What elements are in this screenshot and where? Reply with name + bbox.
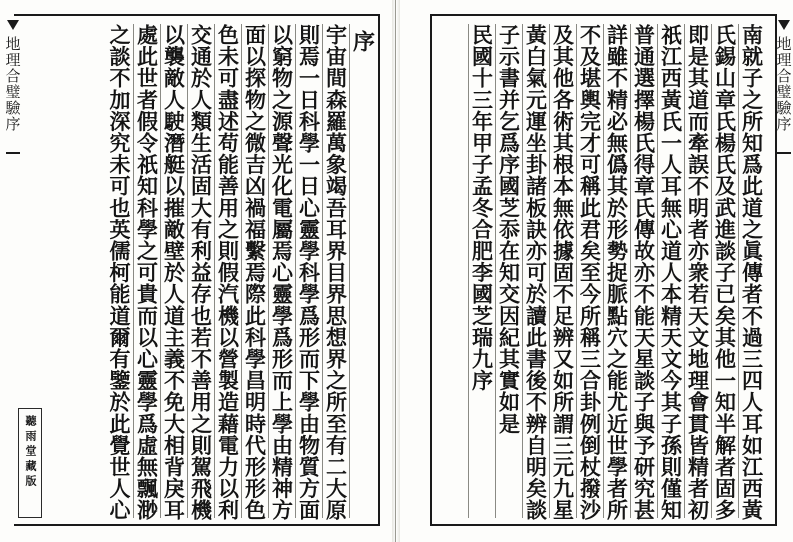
text-column	[738, 24, 765, 521]
column-text: 子示書并乞爲序國芝忝在知交因紀其實如是	[496, 24, 522, 435]
left-page	[0, 0, 392, 542]
column-text: 色未可盡述苟能善用之則假汽機以營製造藉電力以利	[215, 24, 241, 521]
text-column	[603, 24, 630, 521]
column-text: 及其他各術其根本無依據固不足辨又如所謂三元九星	[550, 24, 576, 521]
text-column	[630, 24, 657, 521]
left-page-frame	[3, 14, 380, 526]
publisher-stamp	[18, 408, 42, 518]
column-text: 處此世者假令祇知科學之可貴而以心靈學爲虛無飄渺	[134, 24, 160, 521]
column-text: 即是其道而牽誤不明者亦衆若天文地理會貫皆精者初	[685, 24, 711, 521]
text-column	[133, 24, 160, 521]
text-column	[214, 24, 241, 521]
text-column	[711, 24, 738, 521]
gutter-divider	[395, 0, 396, 542]
stamp-text: 聽雨堂藏版	[24, 415, 37, 490]
column-text: 普通選擇楊氏得章氏傳故亦不能天星談子與予研究甚	[631, 24, 657, 521]
text-column	[322, 24, 349, 521]
column-text: 以襲敵人駛潛艇以摧敵壁於人道主義不免大相背戾耳	[161, 24, 187, 521]
column-text: 黃白氣元運坐卦諸板訣亦可於讀此書後不辨自明矣談	[523, 24, 549, 521]
text-column	[268, 24, 295, 521]
right-text-columns	[440, 24, 765, 521]
fish-tail-mark-icon	[778, 20, 790, 30]
column-text: 則焉一日科學一日心靈學科學爲形而下學由物質方面	[296, 24, 322, 521]
column-text: 不及堪輿完才可稱此君矣至今所稱三合卦例倒杖撥沙	[577, 24, 603, 521]
text-column	[684, 24, 711, 521]
column-text: 面以探物之微吉凶禍福繫焉際此科學昌明時代形形色	[242, 24, 268, 521]
left-running-title: 地理合璧驗序	[3, 36, 22, 132]
column-text: 交通於人類生活固大有利益存也若不善用之則駕飛機	[188, 24, 214, 521]
column-text: 祇江西黃氏一人耳無心道人本精天文今其子孫則僅知	[658, 24, 684, 521]
right-page-frame	[430, 14, 793, 526]
column-text: 宇宙間森羅萬象竭吾耳界目界思想界之所至有二大原	[323, 24, 349, 521]
right-running-title: 地理合璧驗序	[774, 36, 793, 132]
right-page	[400, 0, 793, 542]
text-column	[495, 24, 522, 518]
text-column	[576, 24, 603, 521]
preface-text-columns	[74, 24, 376, 521]
text-column	[549, 24, 576, 521]
right-fold-mark-icon	[777, 152, 791, 154]
column-text: 民國十三年甲子孟冬合肥李國芝瑞九序	[469, 24, 495, 392]
fish-tail-mark-icon	[7, 20, 19, 30]
left-fold-mark-icon	[6, 152, 20, 154]
text-column	[468, 24, 495, 518]
text-column	[522, 24, 549, 521]
text-column	[106, 24, 133, 521]
preface-heading-column	[349, 24, 376, 518]
preface-heading: 序	[349, 30, 376, 52]
column-text: 南就子之所知爲此道之眞傳者不過三四人耳如江西黃	[739, 24, 765, 521]
column-text: 氏錫山章氏楊氏及武進談子已矣其他一知半解者固多	[712, 24, 738, 521]
text-column	[160, 24, 187, 521]
text-column	[295, 24, 322, 521]
text-column	[657, 24, 684, 521]
right-margin-strip	[773, 16, 793, 524]
text-column	[441, 24, 468, 518]
column-text: 詳雖不精必無僞其於形勢捉脈點穴之能尤近世學者所	[604, 24, 630, 521]
column-text: 以窮物之源聲光化電屬焉心靈學爲形而上學由精神方	[269, 24, 295, 521]
book-gutter	[392, 0, 400, 542]
text-column	[187, 24, 214, 521]
text-column	[241, 24, 268, 521]
column-text: 之談不加深究未可也英儒柯能道爾有鑒於此覺世人心	[107, 24, 132, 521]
